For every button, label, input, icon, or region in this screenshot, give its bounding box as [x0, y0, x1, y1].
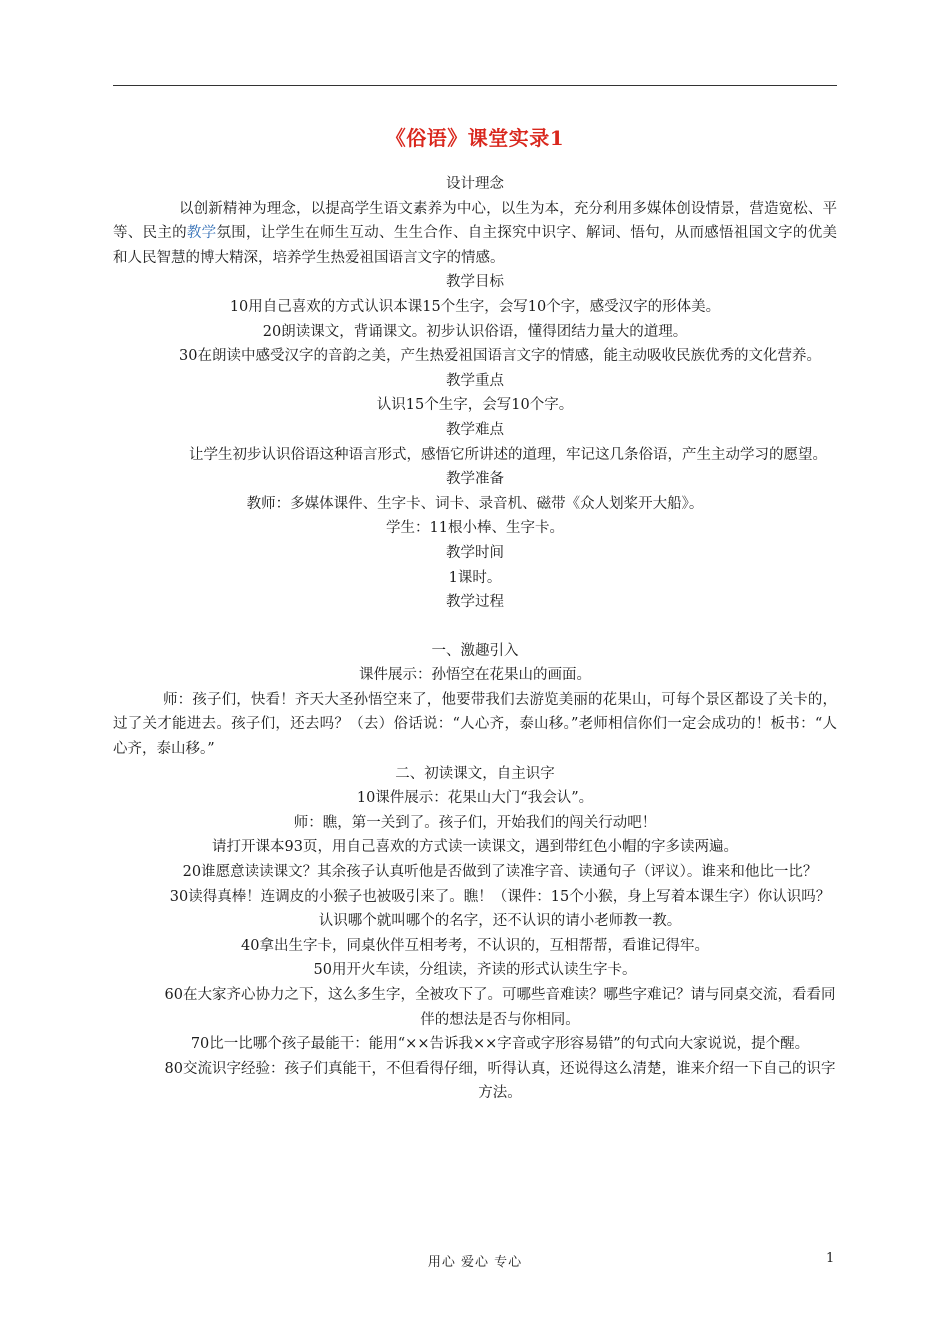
preparation-student: 学生：11根小棒、生字卡。 — [386, 520, 564, 537]
process-heading: 教学过程 — [446, 594, 504, 611]
preparation-heading: 教学准备 — [446, 471, 504, 488]
design-paragraph: 以创新精神为理念，以提高学生语文素养为中心，以生为本，充分利用多媒体创设情景，营造宽松、平等、民主的教学氛围，让学生在师生互动、生生合作、自主探究中识字、解词、悟句，从而感悟祖国文字的优美和人民智慧的博大精深，培养学生热爱祖国语言文字的情感。 — [113, 200, 837, 266]
section-heading: 二、初读课文，自主识字 — [395, 765, 555, 782]
difficulty-heading: 教学难点 — [446, 421, 504, 438]
document-title: 《俗语》课堂实录1 — [385, 126, 565, 150]
key-point-heading: 教学重点 — [446, 372, 504, 389]
goal-item: 30在朗读中感受汉字的音韵之美，产生热爱祖国语言文字的情感，能主动吸收民族优秀的文化营养。 — [179, 348, 821, 365]
process-step: 10课件展示：花果山大门“我会认”。 — [356, 790, 594, 807]
design-heading: 设计理念 — [446, 176, 504, 192]
process-step: 40拿出生字卡，同桌伙伴互相考考，不认识的，互相帮帮，看谁记得牢。 — [241, 937, 709, 954]
time-heading: 教学时间 — [446, 544, 504, 561]
key-point-text: 认识15个生字，会写10个字。 — [376, 397, 574, 414]
teaching-link[interactable]: 教学 — [186, 225, 217, 242]
teacher-dialogue: 师：孩子们，快看！齐天大圣孙悟空来了，他要带我们去游览美丽的花果山，可每个景区都设了关卡的，过了关才能进去。孩子们，还去吗？（去）俗话说：“人心齐，泰山移。”老师相信你们一定会成功的！板书：“人心齐，泰山移。” — [113, 691, 837, 758]
document-body — [113, 172, 837, 1106]
goal-item: 10用自己喜欢的方式认识本课15个生字，会写10个字，感受汉字的形体美。 — [229, 298, 721, 315]
difficulty-text: 让学生初步认识俗语这种语言形式，感悟它所讲述的道理，牢记这几条俗语，产生主动学习的愿望。 — [189, 446, 827, 463]
process-step: 50用开火车读，分组读，齐读的形式认读生字卡。 — [313, 962, 637, 979]
section-heading: 一、激趣引入 — [431, 642, 519, 659]
goal-item: 20朗读课文，背诵课文。初步认识俗语，懂得团结力量大的道理。 — [262, 323, 688, 340]
preparation-teacher: 教师：多媒体课件、生字卡、词卡、录音机、磁带《众人划桨开大船》。 — [246, 495, 704, 512]
footer-motto: 用心 爱心 专心 — [427, 1255, 523, 1270]
courseware-display: 课件展示：孙悟空在花果山的画面。 — [359, 667, 591, 684]
process-step: 70比一比哪个孩子最能干：能用“××告诉我××字音或字形容易错”的句式向大家说说，提个醒。 — [190, 1036, 810, 1053]
goals-heading: 教学目标 — [446, 274, 504, 291]
process-step: 80交流识字经验：孩子们真能干，不但看得仔细，听得认真，还说得这么清楚，谁来介绍一下自己的识字方法。 — [164, 1060, 836, 1102]
time-text: 1课时。 — [448, 569, 502, 586]
process-step: 60在大家齐心协力之下，这么多生字，全被攻下了。可哪些音难读？哪些字难记？请与同桌交流，看看同伴的想法是否与你相同。 — [164, 987, 836, 1028]
process-step: 20谁愿意读读课文？其余孩子认真听他是否做到了读准字音、读通句子（评议）。谁来和他比一比？ — [182, 864, 818, 881]
process-step: 请打开课本93页，用自己喜欢的方式读一读课文，遇到带红色小帽的字多读两遍。 — [212, 839, 738, 856]
header-rule — [113, 85, 837, 86]
process-step: 30读得真棒！连调皮的小猴子也被吸引来了。瞧！（课件：15个小猴，身上写着本课生字）你认识吗？认识哪个就叫哪个的名字，还不认识的请小老师教一教。 — [169, 888, 831, 930]
page-number: 1 — [826, 1251, 835, 1266]
process-step: 师：瞧，第一关到了。孩子们，开始我们的闯关行动吧！ — [293, 814, 657, 831]
